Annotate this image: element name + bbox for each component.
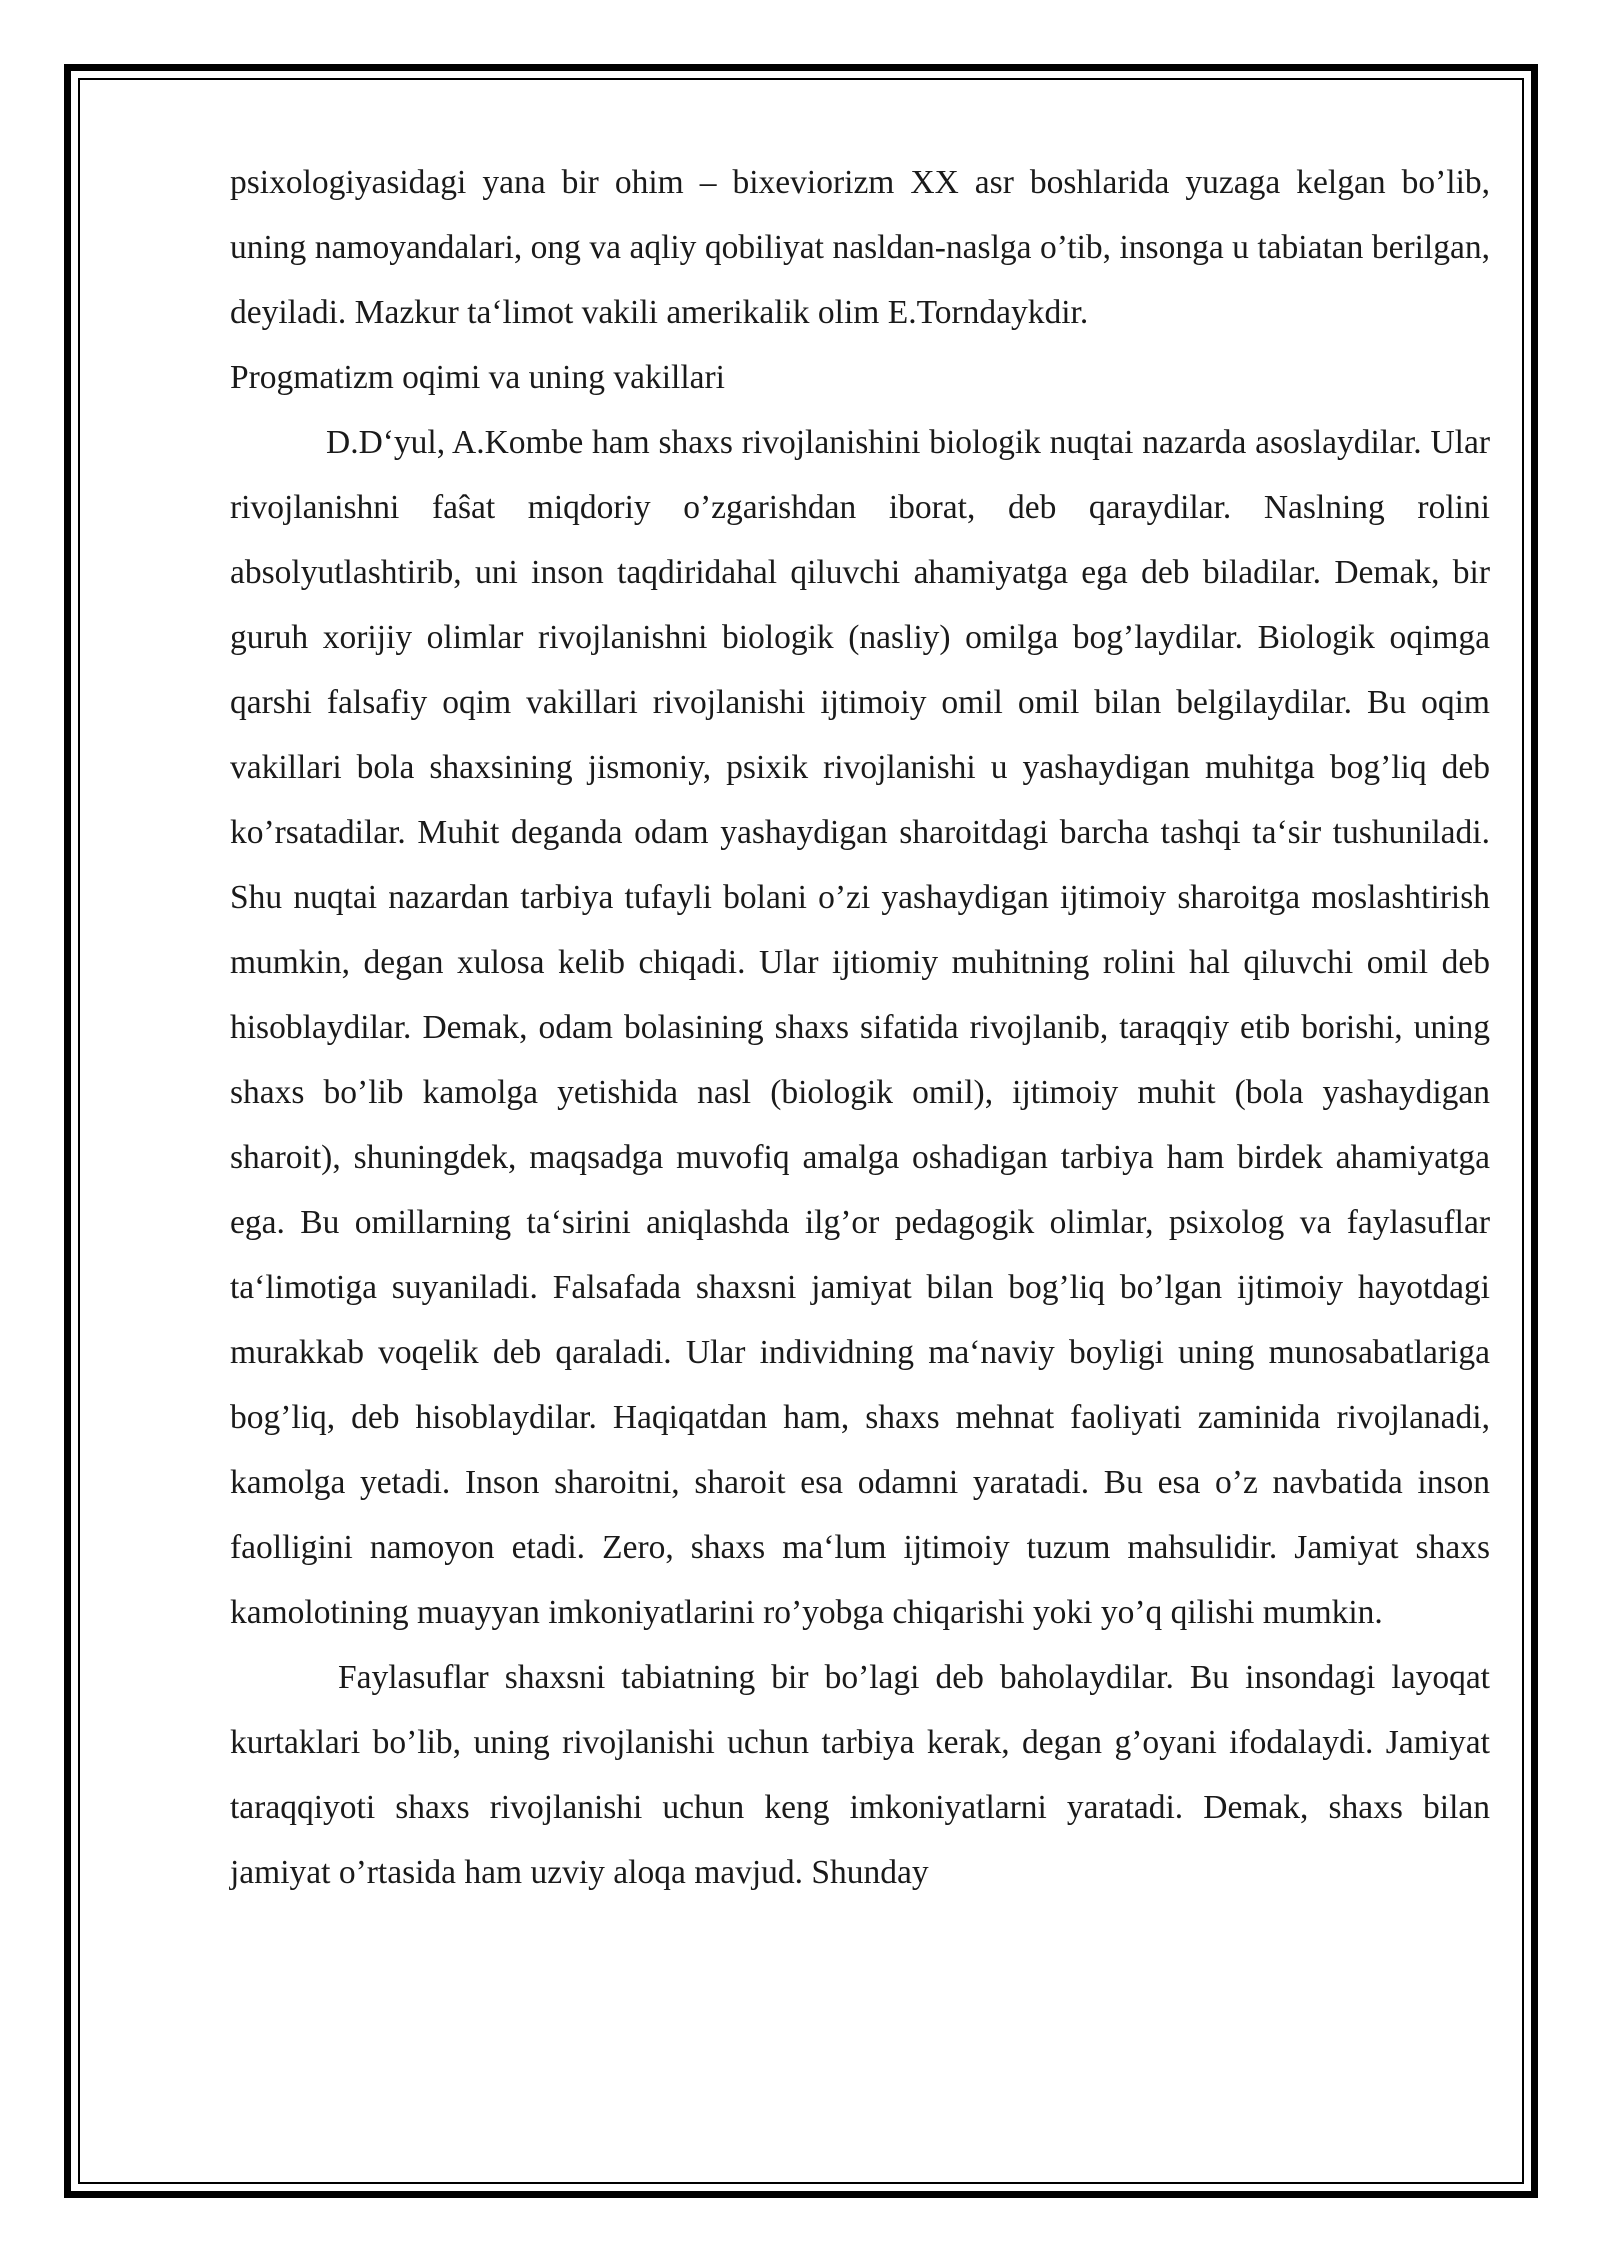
- paragraph-1-trailing-line: Progmatizm oqimi va uning vakillari: [230, 359, 725, 396]
- paragraph-3: Faylasuflar shaxsni tabiatning bir bo’lagi deb baholaydilar. Bu insondagi layoqat kurtaklari bo’lib, uning rivojlanishi uchun tarbiya kerak, degan g’oyani ifodalaydi. Jamiyat taraqqiyoti shaxs rivojlanishi uchun keng imkoniyatlarni yaratadi. Demak, shaxs bilan jamiyat o’rtasida ham uzviy aloqa mavjud. Shunday: [230, 1659, 1490, 1891]
- document-body: [230, 150, 1490, 1905]
- paragraph-2: D.D‘yul, A.Kombe ham shaxs rivojlanishini biologik nuqtai nazarda asoslaydilar. Ular rivojlanishni faŝat miqdoriy o’zgarishdan iborat, deb qaraydilar. Naslning rolini absolyutlashtirib, uni inson taqdiridahal qiluvchi ahamiyatga ega deb biladilar. Demak, bir guruh xorijiy olimlar rivojlanishni biologik (nasliy) omilga bog’laydilar. Biologik oqimga qarshi falsafiy oqim vakillari rivojlanishi ijtimoiy omil omil bilan belgilaydilar. Bu oqim vakillari bola shaxsining jismoniy, psixik rivojlanishi u yashaydigan muhitga bog’liq deb ko’rsatadilar. Muhit deganda odam yashaydigan sharoitdagi barcha tashqi ta‘sir tushuniladi. Shu nuqtai nazardan tarbiya tufayli bolani o’zi yashaydigan ijtimoiy sharoitga moslashtirish mumkin, degan xulosa kelib chiqadi. Ular ijtiomiy muhitning rolini hal qiluvchi omil deb hisoblaydilar. Demak, odam bolasining shaxs sifatida rivojlanib, taraqqiy etib borishi, uning shaxs bo’lib kamolga yetishida nasl (biologik omil), ijtimoiy muhit (bola yashaydigan sharoit), shuningdek, maqsadga muvofiq amalga oshadigan tarbiya ham birdek ahamiyatga ega. Bu omillarning ta‘sirini aniqlashda ilg’or pedagogik olimlar, psixolog va faylasuflar ta‘limotiga suyaniladi. Falsafada shaxsni jamiyat bilan bog’liq bo’lgan ijtimoiy hayotdagi murakkab voqelik deb qaraladi. Ular individning ma‘naviy boyligi uning munosabatlariga bog’liq, deb hisoblaydilar. Haqiqatdan ham, shaxs mehnat faoliyati zaminida rivojlanadi, kamolga yetadi. Inson sharoitni, sharoit esa odamni yaratadi. Bu esa o’z navbatida inson faolligini namoyon etadi. Zero, shaxs ma‘lum ijtimoiy tuzum mahsulidir. Jamiyat shaxs kamolotining muayyan imkoniyatlarini ro’yobga chiqarishi yoki yo’q qilishi mumkin.: [230, 424, 1490, 1631]
- paragraph-1-text: psixologiyasidagi yana bir ohim – bixeviorizm XX asr boshlarida yuzaga kelgan bo’lib, uning namoyandalari, ong va aqliy qobiliyat nasldan-naslga o’tib, insonga u tabiatan berilgan, deyiladi. Mazkur ta‘limot vakili amerikalik olim E.Torndaykdir.: [230, 164, 1490, 331]
- paragraph-1: [230, 150, 1490, 410]
